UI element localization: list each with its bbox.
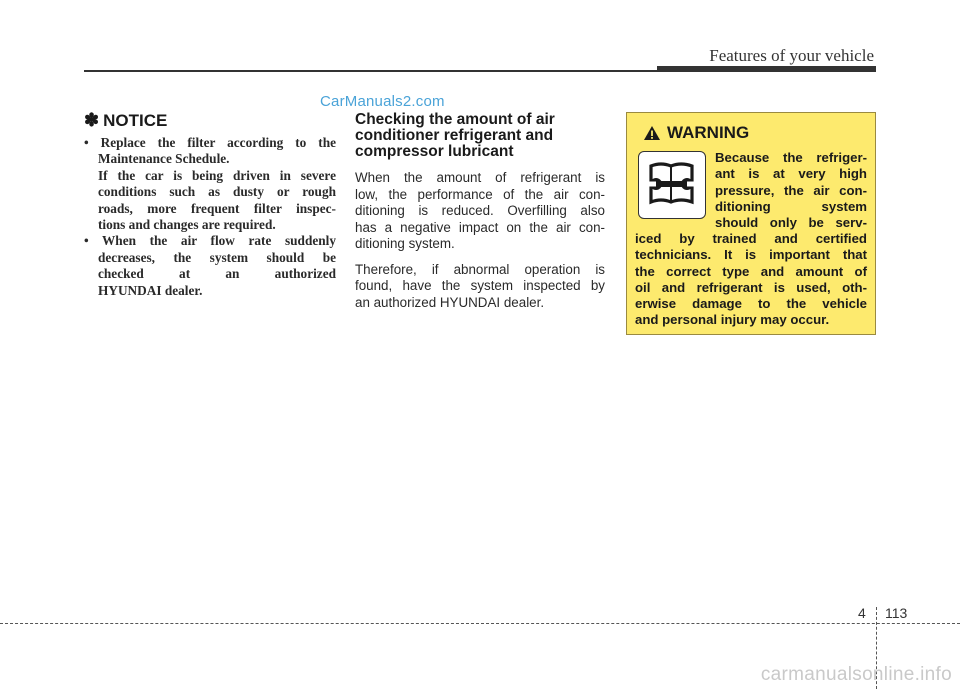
warning-text-beside-icon	[715, 150, 867, 231]
notice-line: decreases, the system should be	[98, 249, 336, 265]
watermark-link-bottom[interactable]: carmanualsonline.info	[760, 664, 952, 685]
notice-line: tions and changes are required.	[98, 217, 276, 233]
warning-box	[626, 112, 876, 335]
notice-line: checked at an authorized	[98, 266, 336, 282]
chapter-number: 4	[858, 605, 866, 621]
watermark-link-top[interactable]: CarManuals2.com	[320, 93, 445, 110]
notice-line: HYUNDAI dealer.	[98, 282, 203, 298]
warning-line: oil and refrigerant is used, oth-	[635, 279, 867, 295]
paragraph-line: ditioning is reduced. Overfilling also	[355, 203, 605, 218]
section-header-title: Features of your vehicle	[709, 46, 874, 65]
notice-line: roads, more frequent filter inspec-	[98, 200, 336, 216]
refrigerant-section	[355, 112, 605, 320]
warning-line: pressure, the air con-	[715, 182, 867, 198]
warning-line: technicians. It is important that	[635, 247, 867, 263]
notice-line: conditions such as dusty or rough	[98, 184, 336, 200]
notice-line: • When the air flow rate suddenly	[84, 233, 336, 249]
notice-title-text: NOTICE	[103, 110, 168, 130]
paragraph-line: When the amount of refrigerant is	[355, 170, 605, 185]
service-manual-wrench-icon	[638, 151, 706, 219]
notice-line: • Replace the filter according to the	[84, 135, 336, 150]
paragraph-line: found, have the system inspected by	[355, 278, 605, 293]
notice-line: If the car is being driven in severe	[98, 167, 336, 183]
page-number: 113	[885, 605, 908, 621]
warning-line: Because the refriger-	[715, 150, 867, 165]
notice-box	[84, 110, 336, 299]
section-paragraph-1	[355, 170, 605, 253]
paragraph-line: an authorized HYUNDAI dealer.	[355, 294, 545, 310]
warning-line: and personal injury may occur.	[635, 312, 830, 328]
warning-line: iced by trained and certified	[635, 231, 867, 246]
notice-line: Maintenance Schedule.	[98, 151, 230, 167]
warning-triangle-icon	[643, 125, 661, 141]
footer-dashed-rule	[0, 623, 960, 624]
paragraph-line: ditioning system.	[355, 236, 455, 251]
warning-line: should only be serv-	[715, 215, 867, 231]
warning-title: WARNING	[667, 123, 750, 142]
warning-line: ant is at very high	[715, 166, 867, 182]
section-paragraph-2	[355, 262, 605, 312]
header-rule	[84, 70, 876, 72]
warning-line: the correct type and amount of	[635, 263, 867, 279]
warning-line: ditioning system	[715, 198, 867, 214]
paragraph-line: has a negative impact on the air con-	[355, 219, 605, 235]
notice-star-icon: ✽	[84, 110, 100, 130]
section-heading: Checking the amount of air conditioner refrigerant and compressor lubricant	[355, 111, 555, 160]
paragraph-line: low, the performance of the air con-	[355, 186, 605, 202]
warning-line: erwise damage to the vehicle	[635, 296, 867, 312]
notice-item	[84, 233, 336, 299]
warning-text-below	[635, 231, 867, 329]
notice-list	[84, 135, 336, 299]
paragraph-line: Therefore, if abnormal operation is	[355, 261, 605, 277]
notice-title	[84, 110, 336, 131]
notice-item	[84, 135, 336, 233]
warning-header	[643, 123, 749, 143]
